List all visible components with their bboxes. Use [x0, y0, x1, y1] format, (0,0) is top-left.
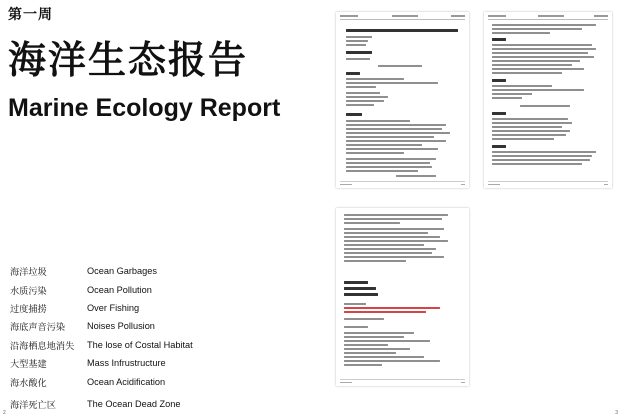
doc-header-rule [488, 15, 608, 20]
week-label: 第一周 [8, 6, 53, 22]
topic-item [10, 354, 193, 372]
topic-en: Over Fishing [87, 302, 140, 313]
doc-subheading [344, 293, 378, 296]
doc-footer-rule [340, 181, 465, 185]
doc-text-line [346, 136, 434, 138]
doc-text-line [344, 352, 396, 354]
doc-text-line [492, 97, 522, 99]
topic-en: The Ocean Dead Zone [87, 398, 181, 409]
topic-en: Ocean Acidification [87, 376, 166, 387]
doc-text-line [344, 356, 424, 358]
doc-text-line [344, 260, 406, 262]
topic-item [10, 336, 193, 354]
doc-text-line [492, 151, 596, 153]
doc-subheading [346, 51, 372, 54]
page-title-chinese: 海洋生态报告 [8, 40, 249, 82]
doc-centered-line [378, 65, 422, 67]
doc-text-line [492, 64, 572, 66]
doc-heading [346, 29, 458, 32]
page-number-left: 2 [3, 410, 6, 416]
doc-text-line [396, 175, 436, 177]
doc-text-line [492, 68, 584, 70]
doc-subheading [346, 113, 362, 116]
doc-text-line [346, 58, 370, 60]
topic-en: Mass Infrustructure [87, 358, 166, 369]
document-thumbnail-2 [484, 12, 612, 188]
doc-text-line [346, 132, 450, 134]
topic-cn: 海洋死亡区 [10, 399, 56, 410]
topic-cn: 大型基建 [10, 359, 47, 370]
doc-text-line [492, 138, 554, 140]
doc-text-line [346, 44, 366, 46]
doc-text-line [346, 170, 418, 172]
doc-text-line [344, 232, 428, 234]
doc-text-line [346, 96, 388, 98]
doc-text-line [492, 52, 588, 54]
doc-text-line [344, 248, 436, 250]
doc-text-line [344, 340, 430, 342]
doc-text-line [346, 124, 446, 126]
doc-text-line [344, 240, 448, 242]
doc-text-line [344, 244, 424, 246]
doc-text-line [492, 72, 562, 74]
topic-cn: 海水酸化 [10, 377, 47, 388]
doc-text-line [492, 126, 562, 128]
doc-text-line [346, 82, 438, 84]
doc-footer-rule [340, 379, 465, 383]
doc-text-line [346, 140, 446, 142]
topic-item [10, 262, 193, 280]
doc-subheading [344, 287, 376, 290]
doc-text-line [346, 92, 380, 94]
doc-text-line [346, 104, 374, 106]
doc-text-line [344, 318, 384, 320]
doc-text-line [344, 326, 368, 328]
doc-text-line [346, 128, 442, 130]
doc-text-line [344, 222, 400, 224]
doc-text-line [346, 36, 372, 38]
doc-text-line [492, 32, 550, 34]
doc-text-line [492, 56, 594, 58]
doc-subheading [492, 79, 506, 82]
topic-item [10, 395, 193, 413]
doc-text-line [346, 148, 438, 150]
doc-text-line [344, 228, 444, 230]
doc-text-line [492, 118, 568, 120]
doc-text-line [344, 348, 410, 350]
doc-text-line [346, 120, 410, 122]
topic-cn: 过度捕捞 [10, 303, 47, 314]
doc-text-line [344, 332, 414, 334]
doc-text-line [344, 236, 440, 238]
doc-centered-line [520, 105, 570, 107]
doc-text-line [344, 256, 444, 258]
doc-text-line [492, 85, 552, 87]
doc-footer-rule [488, 181, 608, 185]
doc-text-line [344, 303, 366, 305]
doc-text-line [344, 344, 388, 346]
doc-text-line [492, 159, 590, 161]
topic-item [10, 372, 193, 390]
doc-text-line [344, 364, 382, 366]
doc-subheading [492, 112, 506, 115]
doc-text-line [492, 122, 572, 124]
topic-item [10, 280, 193, 298]
doc-text-line [346, 152, 404, 154]
doc-text-line [344, 214, 448, 216]
page-number-right: 3 [615, 410, 618, 416]
doc-text-line [492, 89, 584, 91]
topic-en: The lose of Costal Habitat [87, 339, 193, 350]
doc-text-line [344, 218, 442, 220]
doc-text-line [492, 163, 582, 165]
doc-text-line [492, 28, 582, 30]
doc-text-line [492, 130, 570, 132]
doc-text-line [492, 134, 566, 136]
doc-text-line [346, 144, 422, 146]
page-title-english: Marine Ecology Report [8, 94, 281, 122]
doc-text-line [346, 100, 384, 102]
doc-highlight-line [344, 311, 426, 313]
document-thumbnail-1 [336, 12, 469, 188]
doc-text-line [492, 60, 580, 62]
doc-text-line [492, 48, 596, 50]
doc-text-line [346, 40, 368, 42]
doc-text-line [492, 155, 592, 157]
doc-text-line [492, 24, 596, 26]
doc-subheading [346, 72, 360, 75]
document-thumbnail-3 [336, 208, 469, 386]
topic-en: Ocean Garbages [87, 266, 157, 277]
doc-text-line [344, 360, 440, 362]
topic-cn: 水质污染 [10, 285, 47, 296]
topic-en: Ocean Pollution [87, 284, 152, 295]
doc-highlight-line [344, 307, 440, 309]
topic-list [10, 262, 193, 413]
doc-text-line [492, 93, 532, 95]
doc-text-line [346, 158, 436, 160]
topic-en: Noises Pollusion [87, 321, 155, 332]
doc-subheading [344, 281, 368, 284]
topic-cn: 沿海栖息地消失 [10, 340, 75, 351]
doc-text-line [346, 162, 430, 164]
doc-text-line [346, 86, 376, 88]
doc-text-line [344, 336, 404, 338]
doc-text-line [344, 252, 432, 254]
topic-cn: 海底声音污染 [10, 322, 66, 333]
topic-item [10, 317, 193, 335]
doc-subheading [492, 145, 506, 148]
doc-text-line [346, 78, 404, 80]
doc-subheading [492, 38, 506, 41]
doc-text-line [492, 44, 592, 46]
doc-header-rule [340, 15, 465, 20]
doc-text-line [346, 166, 432, 168]
topic-item [10, 299, 193, 317]
topic-cn: 海洋垃圾 [10, 267, 47, 278]
